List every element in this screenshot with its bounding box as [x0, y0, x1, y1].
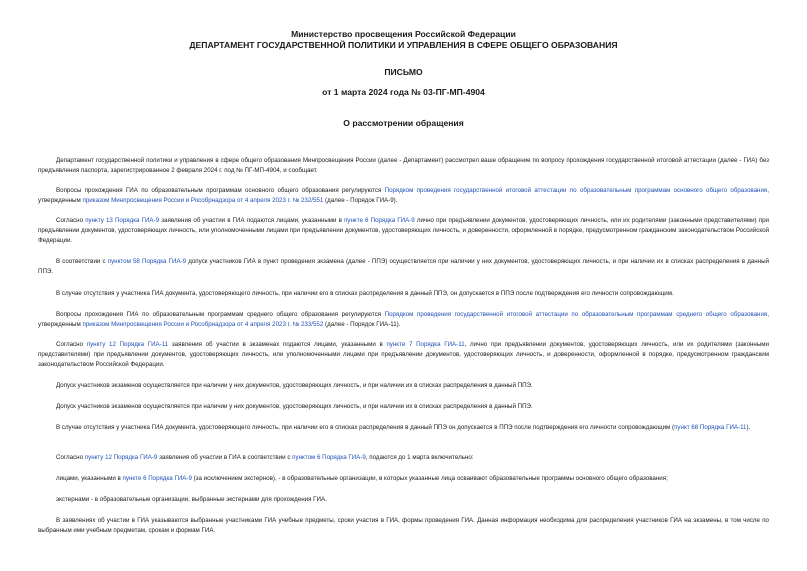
paragraph — [38, 516, 769, 536]
document-type: ПИСЬМО — [384, 67, 423, 77]
document-link[interactable]: пункт 68 Порядка ГИА-11 — [674, 424, 747, 431]
paragraph — [38, 289, 769, 299]
paragraph-text: лицами, указанными в — [56, 475, 123, 482]
paragraph-text: заявления об участии в экзаменах подаются лицами, указанными в — [168, 341, 387, 348]
document-link[interactable]: пункту 12 Порядка ГИА-11 — [86, 341, 169, 348]
paragraph-text: В случае отсутствия у участника ГИА документа, удостоверяющего личность, при наличии его в списках распределения в данный ППЭ, он допускается в ППЭ после подтверждения его личности сопровождающим. — [56, 290, 674, 297]
paragraph — [38, 495, 769, 505]
document-date-number: от 1 марта 2024 года № 03-ПГ-МП-4904 — [322, 87, 485, 97]
document-link[interactable]: пункту 12 Порядка ГИА-9 — [84, 454, 158, 461]
paragraph — [38, 340, 769, 371]
paragraph-text: Допуск участников экзаменов осуществляется при наличии у них документов, удостоверяющих личность, и при наличии их в списках распределения в данный ППЭ. — [56, 403, 533, 410]
paragraph-text: заявления об участии в ГИА в соответствии с — [157, 454, 293, 461]
paragraph-text: Согласно — [56, 454, 85, 461]
document-link[interactable]: пункту 13 Порядка ГИА-9 — [85, 217, 160, 224]
paragraph-text: В соответствии с — [56, 258, 108, 265]
paragraph-text: (далее - Порядок ГИА-11). — [323, 321, 401, 329]
paragraph-text: Согласно — [56, 341, 87, 348]
document-link[interactable]: пунктом 58 Порядка ГИА-9 — [107, 258, 187, 265]
document-link[interactable]: Порядком проведения государственной итоговой аттестации по образовательным программам основного общего образования — [384, 187, 768, 194]
document-link[interactable]: пункте 6 Порядка ГИА-9 — [344, 217, 415, 224]
paragraph-text: Допуск участников экзаменов осуществляется при наличии у них документов, удостоверяющих личность, и при наличии их в списках распределения в данный ППЭ. — [56, 382, 533, 389]
paragraph-text: , лично при предъявлении документов, удостоверяющих личность, или их родителями (законными представителями) при предъявлении документов, удостоверяющих личность, или уполномоченными лицами при предъявлении документов, удостоверяющих личность, и доверенности, оформленной в порядке, предусмотренном гражданским законодательством Российской Федерации. — [38, 341, 769, 369]
paragraph-text: , утвержденным — [38, 311, 770, 329]
paragraph-text: лично при предъявлении документов, удостоверяющих личность, или их родителями (законными представителями) при предъявлении документов, удостоверяющих личность, или уполномоченными лицами при предъявлении документов, удостоверяющих личность, и доверенности, оформленной в порядке, предусмотренном гражданским законодательством Российской Федерации. — [38, 217, 770, 245]
document-link[interactable]: приказом Минпросвещения России и Рособрнадзора от 4 апреля 2023 г. № 233/552 — [82, 321, 324, 329]
paragraph — [38, 186, 769, 206]
ministry-name: Министерство просвещения Российской Федерации — [291, 29, 516, 39]
paragraph-text: Департамент государственной политики и управления в сфере общего образования Минпросвещения России (далее - Департамент) рассмотрел ваше обращение по вопросу прохождения государственной итоговой аттестации (далее - ГИА) без предъявления паспорта, зарегистрированное 2 февраля 2024 г. под № ПГ-МП-4904, и сообщает. — [38, 157, 769, 175]
document-subject: О рассмотрении обращения — [343, 118, 464, 128]
paragraph-text: (далее - Порядок ГИА-9). — [323, 197, 398, 205]
paragraph-text: экстернами - в образовательные организации, выбранные экстернами для прохождения ГИА. — [56, 496, 327, 503]
paragraph-text: В заявлениях об участии в ГИА указываются выбранные участниками ГИА учебные предметы, сроки участия в ГИА, формы проведения ГИА. Данная информация необходима для распределения участников ГИА на экзамены, в том числе по выбранным ими учебным предметам, срокам и формам ГИА. — [38, 517, 769, 535]
paragraph-text: Вопросы прохождения ГИА по образовательным программам основного общего образования регулируются — [56, 187, 385, 194]
paragraph-text: ). — [746, 424, 751, 431]
paragraph — [38, 453, 769, 463]
paragraph-text: , утвержденным — [38, 187, 769, 205]
paragraph — [38, 402, 769, 412]
paragraph — [38, 474, 769, 484]
paragraph-text: , подаются до 1 марта включительно: — [365, 454, 474, 461]
paragraph — [38, 310, 769, 330]
paragraph — [38, 423, 769, 433]
document-link[interactable]: Порядком проведения государственной итоговой аттестации по образовательным программам среднего общего образования — [384, 311, 768, 318]
paragraph — [38, 381, 769, 391]
paragraph — [38, 257, 769, 277]
paragraph-text: В случае отсутствия у участника ГИА документа, удостоверяющего личность, при наличии его в списках распределения в данный ППЭ он допускается в ППЭ после подтверждения его личности сопровождающим ( — [56, 424, 675, 431]
document-link[interactable]: приказом Минпросвещения России и Рособрнадзора от 4 апреля 2023 г. № 232/551 — [82, 197, 324, 205]
document-link[interactable]: пункте 7 Порядка ГИА-11 — [386, 341, 465, 348]
paragraph — [38, 156, 769, 176]
paragraph-text: (за исключением экстернов), - в образовательные организации, в которых указанные лица осваивают образовательные программы основного общего образования; — [191, 475, 668, 482]
department-name: ДЕПАРТАМЕНТ ГОСУДАРСТВЕННОЙ ПОЛИТИКИ И УПРАВЛЕНИЯ В СФЕРЕ ОБЩЕГО ОБРАЗОВАНИЯ — [189, 40, 618, 50]
paragraph — [38, 216, 769, 247]
document-link[interactable]: пункте 6 Порядка ГИА-9 — [122, 475, 192, 482]
document-link[interactable]: пунктом 6 Порядка ГИА-9 — [292, 454, 366, 461]
paragraph-text: Вопросы прохождения ГИА по образовательным программам среднего общего образования регулируются — [56, 311, 385, 318]
paragraph-text: Согласно — [56, 217, 86, 224]
paragraph-text: заявления об участии в ГИА подаются лицами, указанными в — [159, 217, 345, 224]
paragraph-text: допуск участников ГИА в пункт проведения экзамена (далее - ППЭ) осуществляется при наличии у них документов, удостоверяющих личность, и при наличии их в списках распределения в данный ППЭ. — [38, 258, 769, 276]
